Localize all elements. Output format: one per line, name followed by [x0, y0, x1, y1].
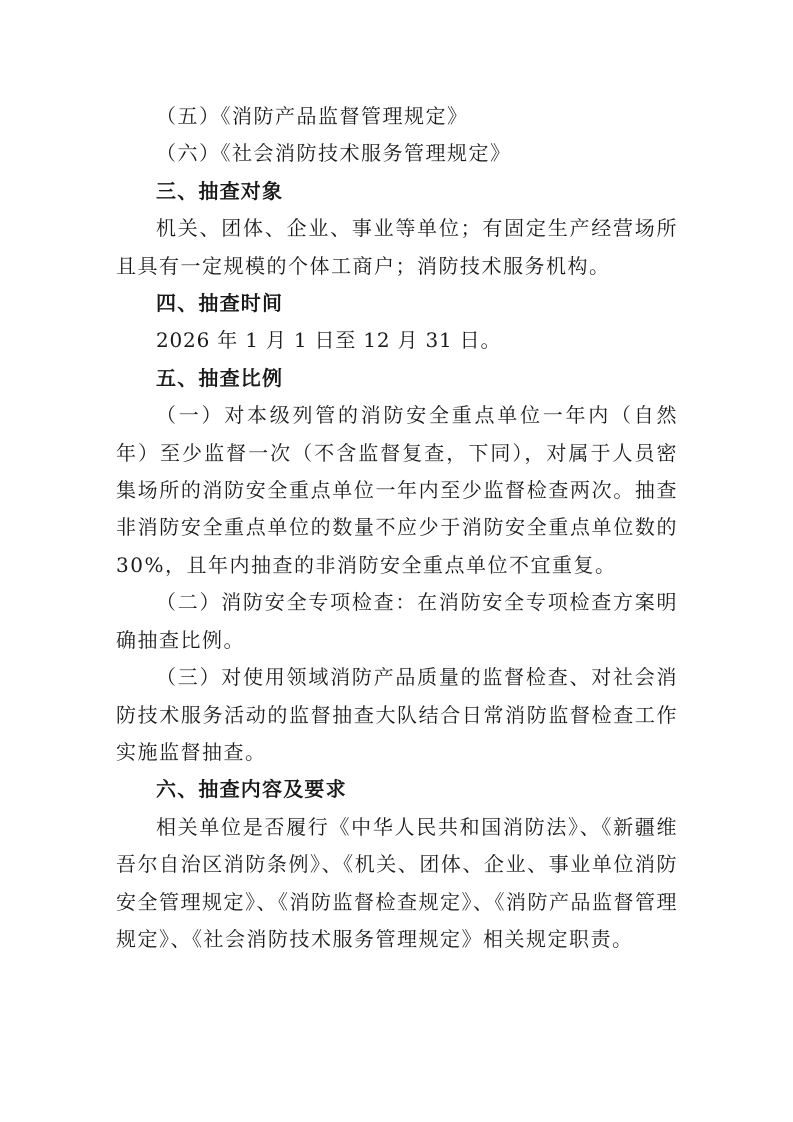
section-4-text: 2026 年 1 月 1 日至 12 月 31 日。 — [156, 328, 502, 353]
regulation-item-6: （六）《社会消防技术服务管理规定》 — [156, 141, 512, 166]
section-6-text: 相关单位是否履行《中华人民共和国消防法》、《新疆维吾尔自治区消防条例》、《机关、团体、企业、事业单位消防安全管理规定》、《消防监督检查规定》、《消防产品监督管理规定》、《社会消防技术服务管理规定》相关规定职责。 — [116, 814, 678, 951]
section-5-item-1: （一）对本级列管的消防安全重点单位一年内（自然年）至少监督一次（不含监督复查，下同），对属于人员密集场所的消防安全重点单位一年内至少监督检查两次。抽查非消防安全重点单位的数量不应少于消防安全重点单位数的30%，且年内抽查的非消防安全重点单位不宜重复。 — [116, 403, 678, 577]
document-body — [116, 98, 678, 958]
section-3-heading: 三、抽查对象 — [156, 178, 284, 203]
section-3-text: 机关、团体、企业、事业等单位；有固定生产经营场所且具有一定规模的个体工商户；消防技术服务机构。 — [116, 216, 678, 278]
section-5-item-3: （三）对使用领域消防产品质量的监督检查、对社会消防技术服务活动的监督抽查大队结合日常消防监督检查工作实施监督抽查。 — [116, 665, 678, 764]
regulation-item-5: （五）《消防产品监督管理规定》 — [156, 104, 469, 128]
section-5-heading: 五、抽查比例 — [156, 365, 284, 390]
section-4-heading: 四、抽查时间 — [156, 291, 284, 316]
section-6-heading: 六、抽查内容及要求 — [156, 777, 347, 802]
section-5-item-2: （二）消防安全专项检查：在消防安全专项检查方案明确抽查比例。 — [116, 590, 678, 652]
